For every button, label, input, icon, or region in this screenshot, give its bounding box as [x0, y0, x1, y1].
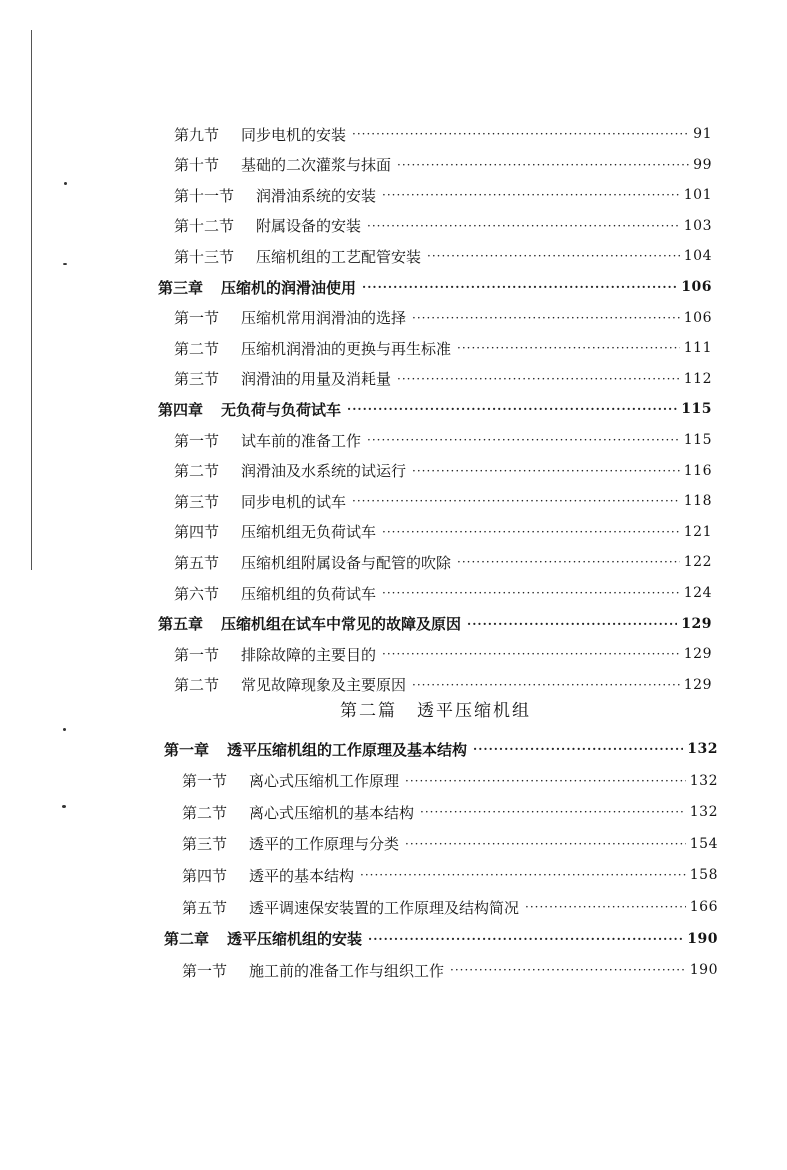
- toc-entry-number: 第四节: [174, 523, 220, 542]
- toc-entry-title: 常见故障现象及主要原因: [241, 676, 407, 695]
- toc-entry-number: 第三章: [158, 278, 204, 297]
- dot-leader: [405, 836, 686, 852]
- toc-entry-title: 润滑油的用量及消耗量: [241, 370, 392, 389]
- dot-leader: [427, 248, 680, 264]
- toc-page-number: 106: [681, 279, 712, 295]
- scan-speck: [63, 728, 66, 731]
- dot-leader: [473, 741, 683, 757]
- toc-page-number: 154: [689, 835, 718, 852]
- toc-entry-number: 第二节: [174, 339, 220, 358]
- toc-page-number: 104: [683, 248, 712, 265]
- dot-leader: [525, 899, 686, 915]
- toc-section-entry: [182, 863, 718, 887]
- toc-section-entry: [182, 800, 718, 824]
- toc-entry-label: [174, 552, 451, 573]
- toc-chapter-entry: [158, 612, 712, 636]
- toc-entry-title: 试车前的准备工作: [241, 431, 362, 450]
- toc-entry-label: [174, 124, 346, 145]
- toc-page-number: 158: [689, 867, 718, 884]
- dot-leader: [367, 432, 680, 448]
- part-number: 第二篇: [340, 701, 397, 721]
- toc-section-entry: [174, 214, 712, 238]
- toc-entry-label: [174, 674, 406, 695]
- dot-leader: [457, 554, 680, 570]
- toc-page-number: 132: [687, 741, 718, 757]
- toc-section-entry: [182, 895, 718, 919]
- toc-section-entry: [174, 673, 712, 697]
- toc-entry-label: [174, 644, 376, 665]
- toc-page-number: 129: [681, 615, 712, 632]
- toc-entry-label: [174, 338, 451, 359]
- toc-entry-number: 第一节: [174, 431, 220, 450]
- toc-page-number: 190: [687, 930, 718, 947]
- toc-entry-title: 压缩机组在试车中常见的故障及原因: [221, 615, 462, 634]
- toc-entry-label: [182, 770, 399, 791]
- toc-entry-number: 第十三节: [174, 247, 235, 266]
- toc-chapter-entry: [158, 275, 712, 299]
- toc-page-number: 166: [689, 899, 718, 915]
- toc-section-entry: [174, 367, 712, 391]
- dot-leader: [362, 279, 677, 295]
- toc-entry-title: 透平的基本结构: [249, 866, 355, 885]
- toc-section-entry: [174, 428, 712, 452]
- dot-leader: [467, 616, 677, 632]
- dot-leader: [382, 524, 680, 540]
- toc-entry-title: 离心式压缩机的基本结构: [249, 803, 415, 822]
- toc-entry-title: 润滑油系统的安装: [256, 186, 377, 205]
- toc-section-entry: [174, 642, 712, 666]
- toc-section-entry: [174, 244, 712, 268]
- page-binding-edge: [31, 30, 32, 570]
- dot-leader: [420, 804, 686, 820]
- part-title: [340, 696, 531, 721]
- scan-speck: [62, 805, 66, 808]
- toc-entry-label: [174, 491, 346, 512]
- dot-leader: [347, 401, 677, 417]
- toc-page-number: 190: [689, 962, 718, 979]
- toc-page-number: 115: [683, 432, 712, 448]
- toc-section-entry: [174, 489, 712, 513]
- toc-entry-number: 第一章: [164, 740, 210, 759]
- toc-entry-label: [182, 960, 444, 981]
- toc-section-entry: [174, 550, 712, 574]
- toc-entry-number: 第二章: [164, 930, 210, 949]
- toc-entry-label: [174, 430, 361, 451]
- toc-entry-label: [158, 277, 356, 298]
- toc-entry-title: 透平调速保安装置的工作原理及结构简况: [249, 898, 520, 917]
- toc-entry-number: 第三节: [174, 370, 220, 389]
- toc-chapter-entry: [164, 927, 718, 951]
- toc-entry-title: 压缩机的润滑油使用: [221, 278, 357, 297]
- toc-page-number: 101: [683, 187, 712, 204]
- toc-entry-title: 基础的二次灌浆与抹面: [241, 156, 392, 175]
- toc-entry-label: [164, 928, 362, 949]
- dot-leader: [360, 867, 686, 883]
- dot-leader: [367, 218, 680, 234]
- toc-entry-number: 第三节: [174, 492, 220, 511]
- toc-entry-label: [174, 368, 391, 389]
- toc-entry-title: 无负荷与负荷试车: [221, 400, 342, 419]
- toc-entry-title: 排除故障的主要目的: [241, 645, 377, 664]
- toc-entry-label: [174, 154, 391, 175]
- toc-entry-label: [174, 521, 376, 542]
- toc-entry-title: 压缩机组附属设备与配管的吹除: [241, 553, 452, 572]
- toc-entry-number: 第五节: [174, 553, 220, 572]
- toc-entry-label: [158, 399, 341, 420]
- toc-entry-number: 第二节: [182, 803, 228, 822]
- toc-page-number: 124: [683, 585, 712, 601]
- toc-entry-label: [164, 739, 467, 760]
- toc-entry-label: [174, 460, 406, 481]
- dot-leader: [352, 493, 680, 509]
- toc-entry-title: 同步电机的安装: [241, 125, 347, 144]
- toc-section-entry: [174, 336, 712, 360]
- toc-entry-label: [174, 307, 406, 328]
- toc-entry-label: [182, 802, 414, 823]
- toc-page-number: 111: [683, 340, 712, 357]
- toc-entry-label: [174, 185, 376, 206]
- toc-entry-title: 压缩机组无负荷试车: [241, 523, 377, 542]
- toc-page-number: 91: [693, 126, 712, 142]
- dot-leader: [382, 187, 680, 203]
- scan-speck: [64, 182, 67, 185]
- toc-entry-number: 第五章: [158, 615, 204, 634]
- toc-entry-number: 第三节: [182, 835, 228, 854]
- toc-entry-number: 第四章: [158, 400, 204, 419]
- toc-entry-number: 第十一节: [174, 186, 235, 205]
- toc-entry-number: 第五节: [182, 898, 228, 917]
- toc-page-number: 112: [683, 370, 712, 387]
- toc-page-number: 103: [683, 217, 712, 234]
- toc-entry-title: 同步电机的试车: [241, 492, 347, 511]
- toc-page-number: 121: [683, 523, 712, 540]
- toc-section-entry: [182, 769, 718, 793]
- toc-section-entry: [174, 306, 712, 330]
- toc-entry-number: 第一节: [174, 309, 220, 328]
- toc-section-entry: [182, 958, 718, 982]
- toc-entry-label: [182, 833, 399, 854]
- toc-section-entry: [174, 581, 712, 605]
- toc-entry-title: 压缩机组的工艺配管安装: [256, 247, 422, 266]
- toc-section-entry: [182, 832, 718, 856]
- toc-page-number: 99: [693, 156, 712, 173]
- dot-leader: [412, 677, 680, 693]
- toc-page-number: 122: [683, 554, 712, 571]
- toc-section-entry: [174, 459, 712, 483]
- toc-entry-number: 第九节: [174, 125, 220, 144]
- toc-entry-label: [158, 613, 461, 634]
- toc-section-entry: [174, 122, 712, 146]
- toc-entry-title: 离心式压缩机工作原理: [249, 772, 400, 791]
- dot-leader: [352, 126, 689, 142]
- dot-leader: [412, 310, 680, 326]
- scan-speck: [63, 263, 67, 265]
- toc-chapter-entry: [158, 397, 712, 421]
- toc-entry-label: [174, 583, 376, 604]
- dot-leader: [457, 340, 680, 356]
- toc-page-number: 115: [681, 401, 712, 418]
- toc-entry-title: 附属设备的安装: [256, 217, 362, 236]
- toc-page-number: 132: [689, 804, 718, 821]
- dot-leader: [382, 585, 680, 601]
- toc-entry-title: 透平压缩机组的工作原理及基本结构: [227, 740, 468, 759]
- toc-entry-number: 第二节: [174, 462, 220, 481]
- dot-leader: [397, 157, 689, 173]
- toc-entry-number: 第一节: [174, 645, 220, 664]
- toc-page-number: 129: [683, 676, 712, 693]
- toc-section-entry: [174, 153, 712, 177]
- toc-page-number: 129: [683, 646, 712, 663]
- toc-entry-number: 第十节: [174, 156, 220, 175]
- toc-page-number: 106: [683, 309, 712, 326]
- toc-entry-label: [182, 897, 519, 918]
- dot-leader: [405, 773, 686, 789]
- toc-entry-number: 第二节: [174, 676, 220, 695]
- part-name: 透平压缩机组: [417, 701, 531, 721]
- toc-entry-label: [174, 246, 421, 267]
- toc-entry-title: 压缩机常用润滑油的选择: [241, 309, 407, 328]
- toc-entry-title: 压缩机组的负荷试车: [241, 584, 377, 603]
- dot-leader: [397, 371, 680, 387]
- dot-leader: [412, 463, 680, 479]
- toc-section-entry: [174, 183, 712, 207]
- toc-section-entry: [174, 520, 712, 544]
- dot-leader: [450, 962, 686, 978]
- toc-entry-number: 第六节: [174, 584, 220, 603]
- toc-entry-number: 第十二节: [174, 217, 235, 236]
- toc-entry-number: 第一节: [182, 961, 228, 980]
- toc-entry-label: [182, 865, 354, 886]
- toc-entry-title: 透平的工作原理与分类: [249, 835, 400, 854]
- toc-page-number: 118: [683, 493, 712, 510]
- toc-entry-title: 施工前的准备工作与组织工作: [249, 961, 445, 980]
- dot-leader: [368, 931, 683, 947]
- toc-entry-label: [174, 215, 361, 236]
- toc-page-number: 132: [689, 772, 718, 789]
- toc-entry-title: 透平压缩机组的安装: [227, 930, 363, 949]
- dot-leader: [382, 646, 680, 662]
- toc-entry-number: 第一节: [182, 772, 228, 791]
- toc-entry-title: 润滑油及水系统的试运行: [241, 462, 407, 481]
- toc-chapter-entry: [164, 737, 718, 761]
- toc-entry-number: 第四节: [182, 866, 228, 885]
- toc-page-number: 116: [683, 462, 712, 479]
- toc-entry-title: 压缩机润滑油的更换与再生标准: [241, 339, 452, 358]
